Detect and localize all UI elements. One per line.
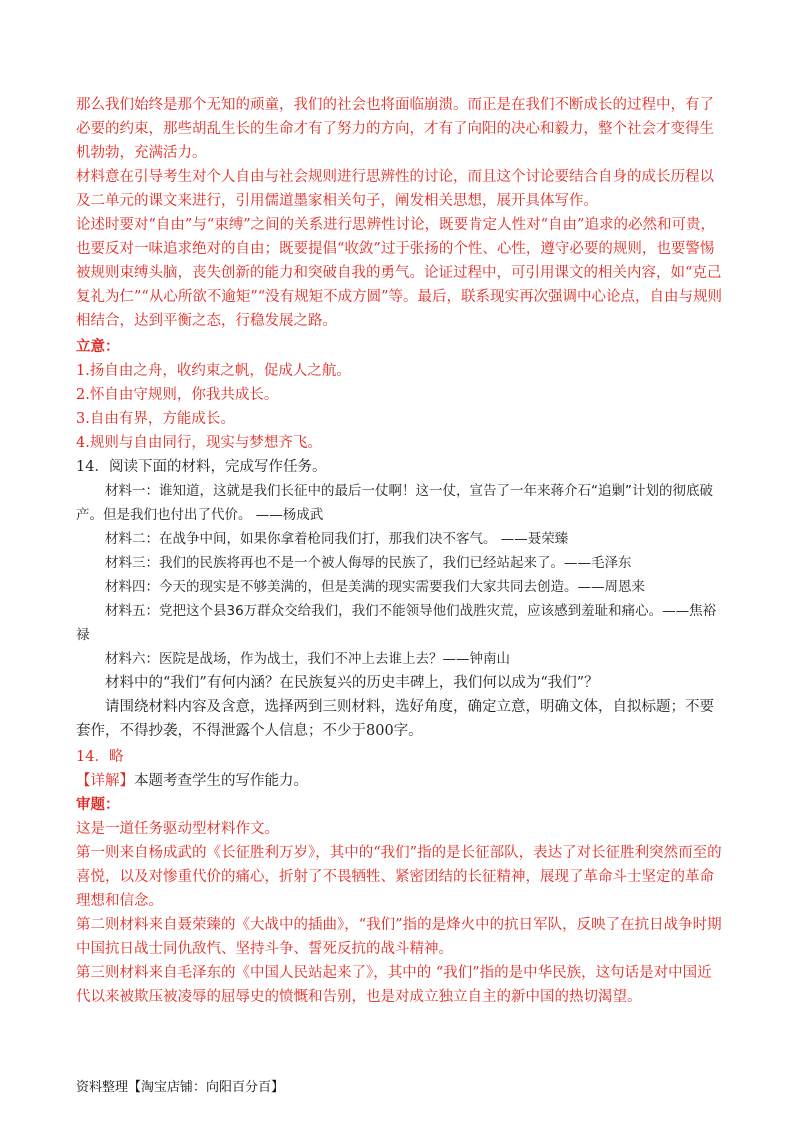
detail-tag: 【详解】: [76, 773, 134, 789]
intro-paragraph-3: 论述时要对“自由”与“束缚”之间的关系进行思辨性讨论，既要肯定人性对“自由”追求的必然和可贵，也要反对一味追求绝对的自由；既要提倡“收敛”过于张扬的个性、心性，遵守必要的规则，也要警惕被规则束缚头脑，丧失创新的能力和突破自我的勇气。论证过程中，可引用课文的相关内容，如“克己复礼为仁”“从心所欲不逾矩”“没有规矩不成方圆”等。最后，联系现实再次强调中心论点，自由与规则相结合，达到平衡之态，行稳发展之路。: [76, 217, 723, 329]
material-item: 材料六：医院是战场，作为战士，我们不冲上去谁上去？——钟南山: [105, 651, 510, 667]
shenti-heading: 审题：: [76, 796, 120, 813]
intro-paragraph-2: 材料意在引导考生对个人自由与社会规则进行思辨性的讨论，而且这个讨论要结合自身的成长历程以及二单元的课文来进行，引用儒道墨家相关句子，阐发相关思想，展开具体写作。: [76, 169, 714, 209]
question-prompt: 14．阅读下面的材料，完成写作任务。: [76, 459, 327, 475]
liyi-list: [76, 359, 724, 455]
answer-label: 14．略: [76, 749, 124, 765]
liyi-item: 1.扬自由之舟，收约束之帆，促成人之航。: [76, 363, 351, 379]
question-text: 材料中的“我们”有何内涵？在民族复兴的历史丰碑上，我们何以成为“我们”？: [105, 675, 599, 691]
analysis-paragraph: 这是一道任务驱动型材料作文。: [76, 821, 279, 837]
material-item: 材料二：在战争中间，如果你拿着枪同我们打，那我们决不客气。 ——聂荣臻: [105, 531, 569, 547]
liyi-item: 2.怀自由守规则，你我共成长。: [76, 387, 279, 403]
analysis-paragraph: 第三则材料来自毛泽东的《中国人民站起来了》，其中的 “我们”指的是中华民族，这句话是对中国近代以来被欺压被凌辱的屈辱史的愤慨和告别，也是对成立独立自主的新中国的热切渴望。: [76, 965, 712, 1005]
liyi-item: 4.规则与自由同行，现实与梦想齐飞。: [76, 435, 322, 451]
material-item: 材料五：党把这个县36万群众交给我们，我们不能领导他们战胜灾荒，应该感到羞耻和痛心。——焦裕禄: [76, 603, 717, 643]
detail-line: [76, 769, 724, 793]
liyi-heading: 立意：: [76, 338, 120, 355]
material-item: 材料一：谁知道，这就是我们长征中的最后一仗啊！这一仗，宣告了一年来蒋介石“追剿”计划的彻底破产。但是我们也付出了代价。 ——杨成武: [76, 483, 713, 523]
material-item: 材料四：今天的现实是不够美满的，但是美满的现实需要我们大家共同去创造。——周恩来: [105, 579, 645, 595]
analysis-paragraph: 第二则材料来自聂荣臻的《大战中的插曲》，“我们”指的是烽火中的抗日军队，反映了在抗日战争时期中国抗日战士同仇敌忾、坚持斗争、誓死反抗的战斗精神。: [76, 917, 722, 957]
detail-text: 本题考查学生的写作能力。: [134, 773, 308, 789]
liyi-item: 3.自由有界，方能成长。: [76, 411, 235, 427]
document-body: [76, 93, 724, 1009]
intro-paragraph-1: 那么我们始终是那个无知的顽童，我们的社会也将面临崩溃。而正是在我们不断成长的过程中，有了必要的约束，那些胡乱生长的生命才有了努力的方向，才有了向阳的决心和毅力，整个社会才变得生机勃勃，充满活力。: [76, 97, 714, 161]
analysis-paragraph: 第一则来自杨成武的《长征胜利万岁》，其中的“我们”指的是长征部队，表达了对长征胜利突然而至的喜悦，以及对惨重代价的痛心，折射了不畏牺牲、紧密团结的长征精神，展现了革命斗士坚定的革命理想和信念。: [76, 845, 722, 909]
material-item: 材料三：我们的民族将再也不是一个被人侮辱的民族了，我们已经站起来了。——毛泽东: [105, 555, 632, 571]
task-text: 请围绕材料内容及含意，选择两到三则材料，选好角度，确定立意，明确文体，自拟标题；不要套作，不得抄袭，不得泄露个人信息；不少于800字。: [76, 699, 714, 739]
page-footer: 资料整理【淘宝店铺：向阳百分百】: [76, 1080, 285, 1095]
materials-list: [76, 479, 724, 671]
